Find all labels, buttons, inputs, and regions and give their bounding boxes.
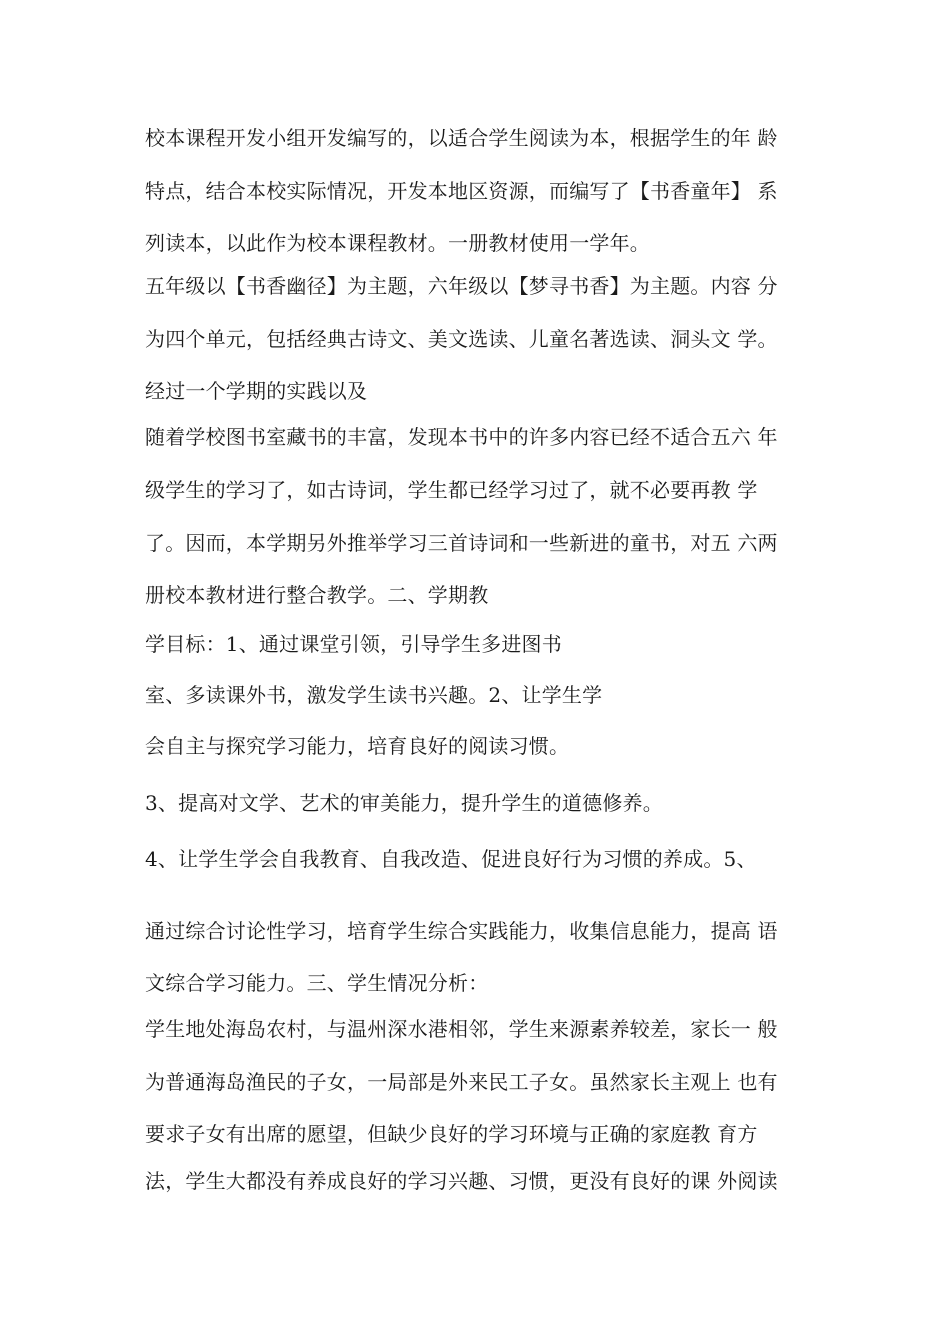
text-line: 要求子女有出席的愿望，但缺少良好的学习环境与正确的家庭教 育方 [145, 1122, 758, 1146]
text-line: 会自主与探究学习能力，培育良好的阅读习惯。 [145, 734, 570, 758]
text-line: 经过一个学期的实践以及 [145, 379, 368, 403]
text-line: 3、提高对文学、艺术的审美能力，提升学生的道德修养。 [145, 791, 663, 815]
text-line: 册校本教材进行整合教学。二、学期教 [145, 583, 489, 607]
text-line: 级学生的学习了，如古诗词，学生都已经学习过了，就不必要再教 学 [145, 478, 758, 502]
text-line: 文综合学习能力。三、学生情况分析： [145, 971, 489, 995]
text-line: 室、多读课外书，激发学生读书兴趣。2、让学生学 [145, 683, 603, 707]
text-line: 为普通海岛渔民的子女，一局部是外来民工子女。虽然家长主观上 也有 [145, 1070, 778, 1094]
text-line: 学生地处海岛农村，与温州深水港相邻，学生来源素养较差，家长一 般 [145, 1017, 778, 1041]
text-line: 校本课程开发小组开发编写的，以适合学生阅读为本，根据学生的年 龄 [145, 126, 778, 150]
text-line: 特点，结合本校实际情况，开发本地区资源，而编写了【书香童年】 系 [145, 179, 778, 203]
text-line: 学目标：1、通过课堂引领，引导学生多进图书 [145, 632, 562, 656]
text-line: 列读本，以此作为校本课程教材。一册教材使用一学年。 [145, 231, 650, 255]
text-line: 4、让学生学会自我教育、自我改造、促进良好行为习惯的养成。5、 [145, 847, 757, 871]
text-line: 五年级以【书香幽径】为主题，六年级以【梦寻书香】为主题。内容 分 [145, 274, 778, 298]
text-line: 为四个单元，包括经典古诗文、美文选读、儿童名著选读、洞头文 学。 [145, 327, 778, 351]
text-line: 了。因而，本学期另外推举学习三首诗词和一些新进的童书，对五 六两 [145, 531, 778, 555]
text-line: 通过综合讨论性学习，培育学生综合实践能力，收集信息能力，提高 语 [145, 919, 778, 943]
text-line: 法，学生大都没有养成良好的学习兴趣、习惯，更没有良好的课 外阅读 [145, 1169, 778, 1193]
text-line: 随着学校图书室藏书的丰富，发现本书中的许多内容已经不适合五六 年 [145, 425, 778, 449]
